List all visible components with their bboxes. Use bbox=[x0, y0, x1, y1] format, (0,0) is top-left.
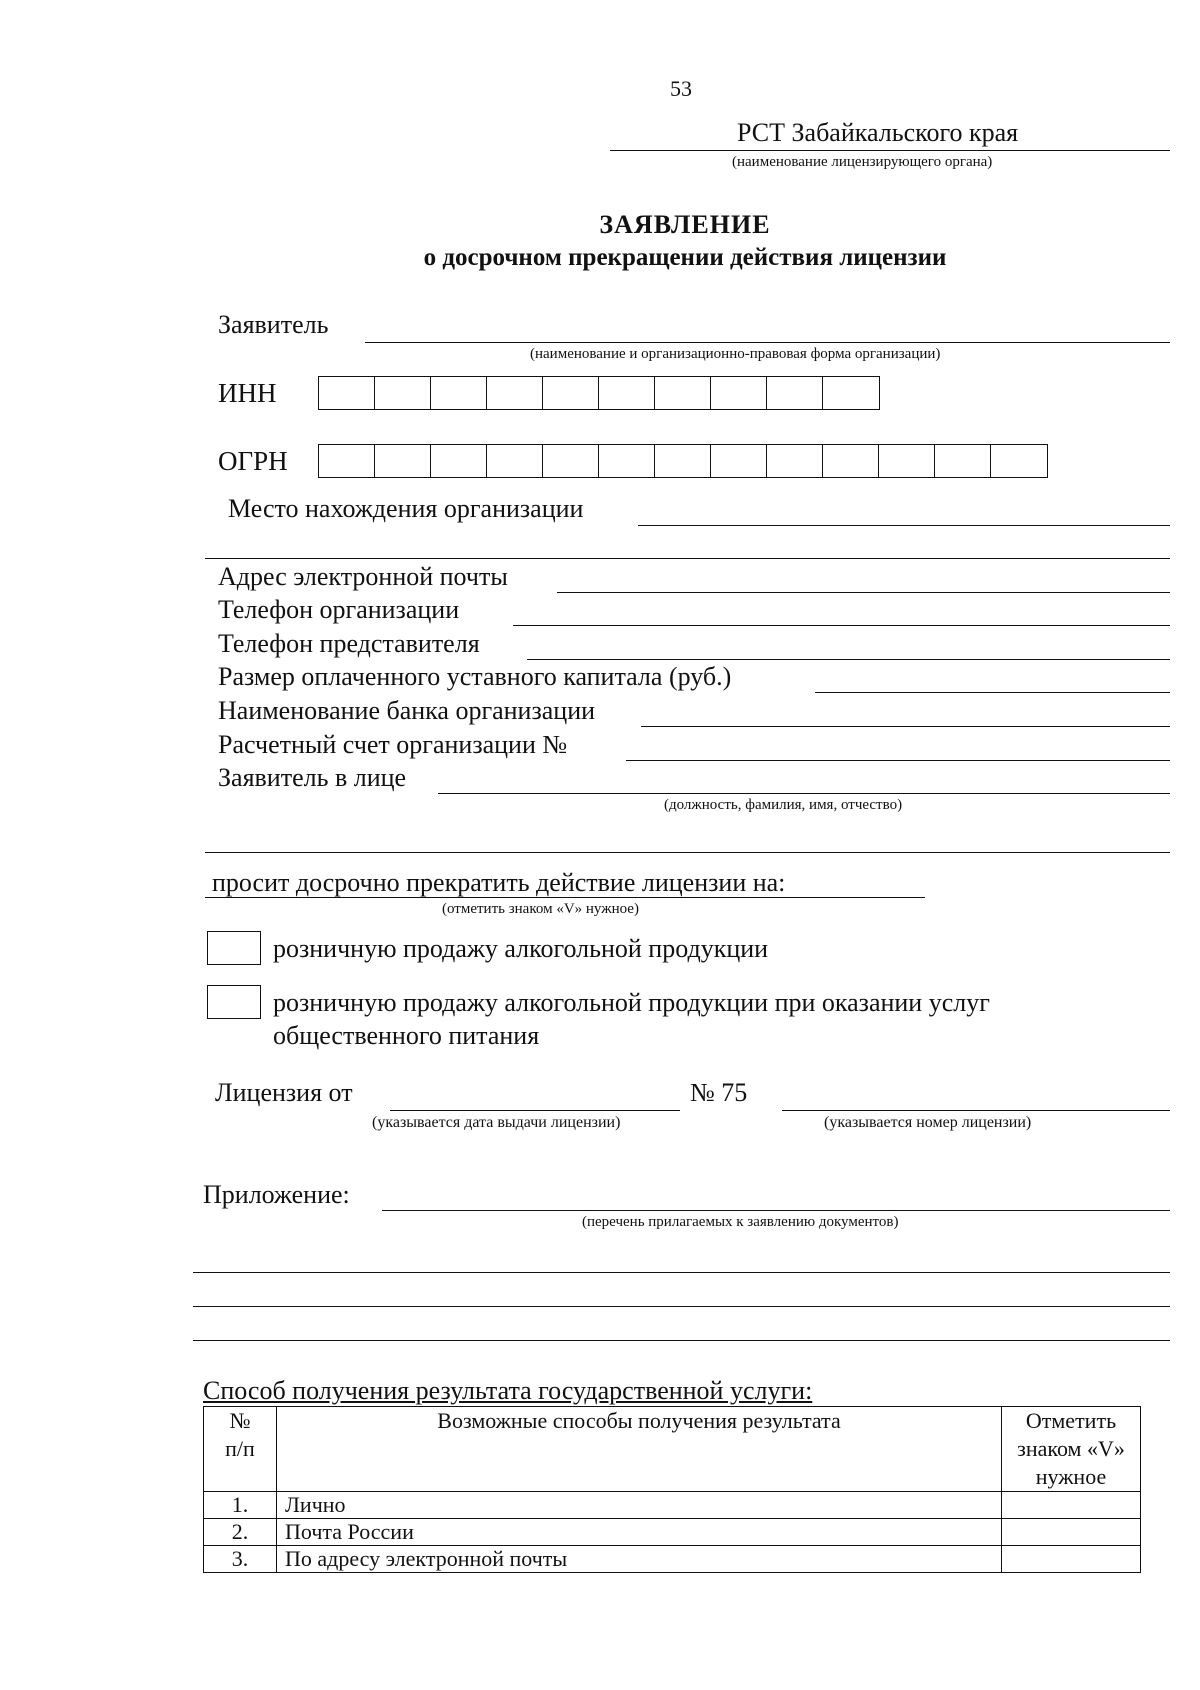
ogrn-digit-box[interactable] bbox=[711, 445, 767, 477]
license-number-label: № 75 bbox=[690, 1078, 748, 1107]
row-number: 1. bbox=[204, 1492, 277, 1519]
option1-label: розничную продажу алкогольной продукции bbox=[273, 934, 769, 963]
inn-label: ИНН bbox=[218, 378, 277, 408]
authority-name: РСТ Забайкальского края bbox=[737, 118, 1019, 147]
applicant-caption: (наименование и организационно-правовая форма организации) bbox=[530, 346, 941, 362]
inn-boxes[interactable] bbox=[318, 376, 880, 410]
inn-digit-box[interactable] bbox=[319, 377, 375, 409]
col-method-header: Возможные способы получения результата bbox=[277, 1407, 1002, 1492]
applicant-field[interactable] bbox=[365, 342, 1170, 343]
account-label: Расчетный счет организации № bbox=[218, 730, 568, 759]
license-date-caption: (указывается дата выдачи лицензии) bbox=[372, 1114, 621, 1131]
location-field[interactable] bbox=[638, 525, 1170, 526]
representative-field[interactable] bbox=[438, 793, 1170, 794]
document-subtitle: о досрочном прекращении действия лицензии bbox=[423, 244, 947, 271]
account-field[interactable] bbox=[626, 760, 1170, 761]
ogrn-boxes[interactable] bbox=[318, 444, 1048, 478]
ogrn-digit-box[interactable] bbox=[767, 445, 823, 477]
email-field[interactable] bbox=[557, 592, 1170, 593]
email-label: Адрес электронной почты bbox=[218, 562, 508, 591]
representative-field-2[interactable] bbox=[205, 852, 1170, 853]
row-number: 2. bbox=[204, 1519, 277, 1546]
table-row bbox=[204, 1546, 1141, 1573]
inn-digit-box[interactable] bbox=[767, 377, 823, 409]
inn-digit-box[interactable] bbox=[487, 377, 543, 409]
option1-checkbox[interactable] bbox=[207, 931, 261, 965]
table-row bbox=[204, 1492, 1141, 1519]
inn-digit-box[interactable] bbox=[823, 377, 879, 409]
org-phone-label: Телефон организации bbox=[218, 595, 460, 624]
inn-digit-box[interactable] bbox=[431, 377, 487, 409]
col-num-header-line2: п/п bbox=[225, 1436, 255, 1461]
inn-digit-box[interactable] bbox=[711, 377, 767, 409]
location-field-2[interactable] bbox=[205, 558, 1170, 559]
col-num-header bbox=[204, 1407, 277, 1492]
representative-caption: (должность, фамилия, имя, отчество) bbox=[664, 797, 903, 813]
ogrn-digit-box[interactable] bbox=[823, 445, 879, 477]
org-phone-field[interactable] bbox=[513, 625, 1170, 626]
ogrn-digit-box[interactable] bbox=[599, 445, 655, 477]
row-method: Лично bbox=[277, 1492, 1002, 1519]
inn-digit-box[interactable] bbox=[655, 377, 711, 409]
col-mark-header-line1: Отметить bbox=[1025, 1408, 1117, 1433]
ogrn-digit-box[interactable] bbox=[375, 445, 431, 477]
request-caption: (отметить знаком «V» нужное) bbox=[442, 901, 639, 917]
location-label: Место нахождения организации bbox=[228, 494, 584, 523]
result-heading: Способ получения результата государственной услуги: bbox=[203, 1376, 813, 1405]
license-number-caption: (указывается номер лицензии) bbox=[824, 1114, 1032, 1131]
row-method: По адресу электронной почты bbox=[277, 1546, 1002, 1573]
attachment-label: Приложение: bbox=[203, 1180, 350, 1209]
attachment-field-4[interactable] bbox=[193, 1340, 1170, 1341]
request-underline bbox=[205, 897, 925, 898]
authority-caption: (наименование лицензирующего органа) bbox=[732, 154, 993, 170]
license-label: Лицензия от bbox=[215, 1078, 353, 1107]
table-row bbox=[204, 1519, 1141, 1546]
row-mark-cell[interactable] bbox=[1002, 1519, 1141, 1546]
row-number: 3. bbox=[204, 1546, 277, 1573]
option2-label-line2: общественного питания bbox=[273, 1021, 540, 1050]
table-header-row bbox=[204, 1407, 1141, 1492]
attachment-field[interactable] bbox=[382, 1210, 1170, 1211]
page-number: 53 bbox=[670, 76, 692, 101]
ogrn-digit-box[interactable] bbox=[487, 445, 543, 477]
option2-label-line1: розничную продажу алкогольной продукции при оказании услуг bbox=[273, 988, 990, 1017]
bank-label: Наименование банка организации bbox=[218, 696, 596, 725]
rep-phone-field[interactable] bbox=[527, 659, 1170, 660]
row-method: Почта России bbox=[277, 1519, 1002, 1546]
option2-checkbox[interactable] bbox=[207, 985, 261, 1019]
ogrn-label: ОГРН bbox=[218, 446, 288, 476]
row-mark-cell[interactable] bbox=[1002, 1546, 1141, 1573]
ogrn-digit-box[interactable] bbox=[879, 445, 935, 477]
inn-digit-box[interactable] bbox=[599, 377, 655, 409]
capital-label: Размер оплаченного уставного капитала (руб.) bbox=[218, 662, 732, 691]
license-date-field[interactable] bbox=[390, 1110, 680, 1111]
ogrn-digit-box[interactable] bbox=[991, 445, 1047, 477]
attachment-field-2[interactable] bbox=[193, 1272, 1170, 1273]
attachment-field-3[interactable] bbox=[193, 1306, 1170, 1307]
authority-line bbox=[610, 150, 1170, 151]
col-mark-header-line3: нужное bbox=[1035, 1464, 1107, 1489]
representative-label: Заявитель в лице bbox=[218, 763, 407, 792]
ogrn-digit-box[interactable] bbox=[431, 445, 487, 477]
applicant-label: Заявитель bbox=[218, 310, 329, 339]
attachment-caption: (перечень прилагаемых к заявлению документов) bbox=[582, 1214, 899, 1230]
request-text: просит досрочно прекратить действие лицензии на: bbox=[212, 868, 786, 897]
ogrn-digit-box[interactable] bbox=[543, 445, 599, 477]
document-title: ЗАЯВЛЕНИЕ bbox=[599, 210, 771, 239]
ogrn-digit-box[interactable] bbox=[319, 445, 375, 477]
ogrn-digit-box[interactable] bbox=[655, 445, 711, 477]
row-mark-cell[interactable] bbox=[1002, 1492, 1141, 1519]
result-methods-table bbox=[203, 1406, 1141, 1573]
col-mark-header-line2: знаком «V» bbox=[1017, 1436, 1125, 1461]
license-number-field[interactable] bbox=[782, 1110, 1170, 1111]
col-mark-header bbox=[1002, 1407, 1141, 1492]
rep-phone-label: Телефон представителя bbox=[218, 629, 480, 658]
inn-digit-box[interactable] bbox=[375, 377, 431, 409]
inn-digit-box[interactable] bbox=[543, 377, 599, 409]
bank-field[interactable] bbox=[641, 726, 1170, 727]
capital-field[interactable] bbox=[815, 692, 1170, 693]
col-num-header-line1: № bbox=[229, 1408, 251, 1433]
ogrn-digit-box[interactable] bbox=[935, 445, 991, 477]
